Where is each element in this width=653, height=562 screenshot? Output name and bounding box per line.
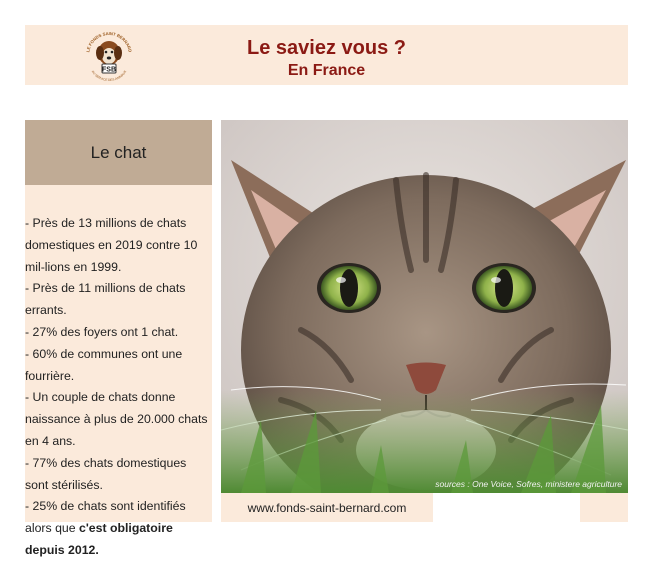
website-link[interactable]: www.fonds-saint-bernard.com bbox=[247, 500, 407, 515]
fact-item: - 60% de communes ont une fourrière. bbox=[25, 346, 183, 383]
website-footer bbox=[221, 493, 433, 522]
logo-bottom-text: AU SERVICE DES ANIMAUX bbox=[90, 69, 128, 83]
fact-item: - 77% des chats domestiques sont stérilisés. bbox=[25, 455, 187, 492]
fact-item: - Près de 13 millions de chats domestiques en 2019 contre 10 mil-lions en 1999. bbox=[25, 216, 198, 274]
footer-panel bbox=[580, 493, 628, 522]
facts-list bbox=[25, 213, 212, 562]
fact-text: - 25% de chats sont identifiés alors que bbox=[25, 499, 186, 536]
fact-item: - Près de 11 millions de chats errants. bbox=[25, 281, 186, 318]
sidebar-heading-label: Le chat bbox=[90, 142, 147, 162]
logo-top-text: LE FONDS SAINT BERNARD bbox=[85, 30, 133, 53]
fact-item: - Un couple de chats donne naissance à plus de 20.000 chats en 4 ans. bbox=[25, 390, 208, 448]
fact-item bbox=[25, 496, 212, 561]
photo-sources: sources : One Voice, Sofres, ministere agriculture bbox=[435, 479, 622, 489]
sidebar-heading bbox=[25, 120, 212, 185]
page-subtitle: En France bbox=[287, 62, 366, 79]
logo-mark: FSB bbox=[102, 66, 116, 74]
fact-item: - 27% des foyers ont 1 chat. bbox=[25, 324, 179, 339]
page-title: Le saviez vous ? bbox=[247, 37, 406, 59]
tabby-cat-photo bbox=[221, 120, 628, 493]
fact-emphasis: c'est obligatoire depuis 2012. bbox=[25, 521, 173, 557]
header-banner bbox=[25, 25, 628, 85]
